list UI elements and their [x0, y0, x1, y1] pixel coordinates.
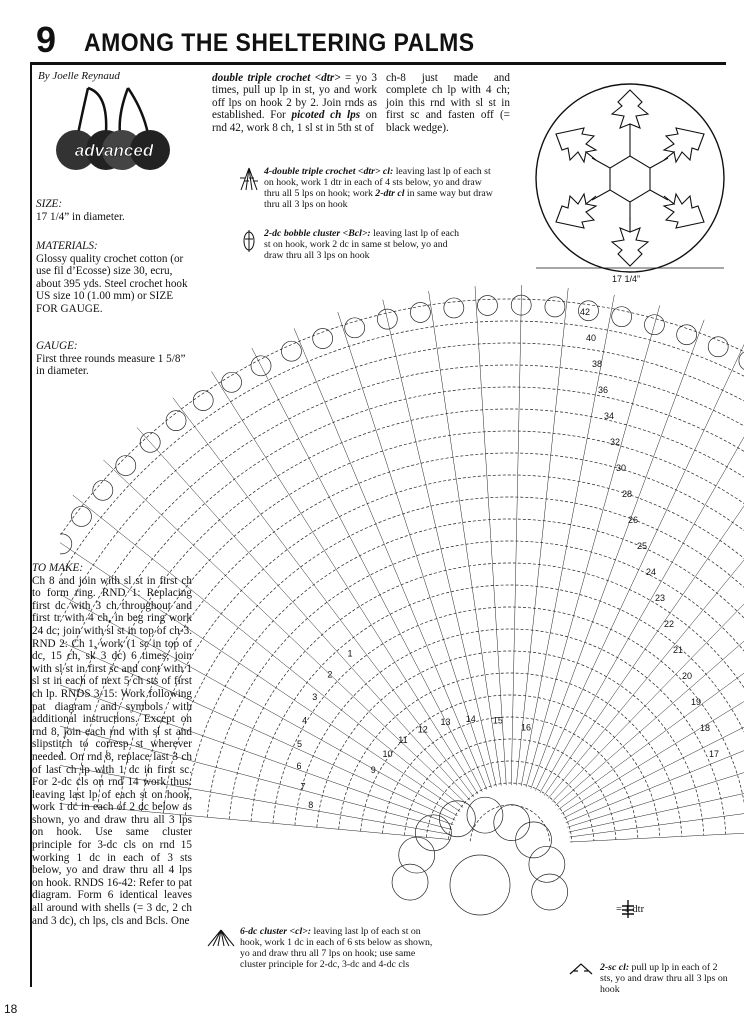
round-label: 38: [592, 359, 603, 369]
2-sc-cluster-symbol-icon: [568, 962, 594, 976]
dtr-text-2: on rnd 42, work 8 ch, 1 sl st in 5th st of: [212, 109, 377, 134]
size-section: [36, 198, 196, 223]
round-label: 10: [382, 749, 393, 760]
dtr-text-1: = yo 3 times, pull up lp in st, yo and work off lps on hook 2 by 2. Join rnds as established. For: [212, 72, 378, 122]
round-labels: [297, 307, 719, 810]
round-label: 20: [682, 671, 693, 681]
round-label: 25: [637, 541, 648, 551]
round-label: 42: [580, 307, 591, 317]
round-label: 16: [520, 722, 531, 733]
round-label: 21: [673, 645, 684, 655]
round-label: 18: [700, 723, 711, 733]
round-label: 11: [398, 735, 408, 746]
4-dtr-cluster-symbol-icon: [238, 166, 260, 192]
round-label: 24: [646, 567, 657, 577]
size-text: 17 1/4” in diameter.: [36, 210, 125, 223]
legend-bcl-term: 2-dc bobble cluster <Bcl>:: [264, 228, 371, 239]
pattern-title: AMONG THE SHELTERING PALMS: [84, 29, 475, 57]
round-label: 23: [655, 593, 666, 603]
to-make-heading: TO MAKE:: [32, 562, 84, 574]
round-label: 40: [586, 333, 597, 343]
pattern-number: 9: [36, 19, 57, 60]
legend-2dtr-text: in same way but draw thru all 3 lps on hook: [264, 188, 493, 210]
bobble-cluster-symbol-icon: [242, 228, 256, 254]
round-label: 36: [598, 385, 609, 395]
round-label: 28: [622, 489, 633, 499]
legend-4dtr-term: 4-double triple crochet <dtr> cl:: [264, 166, 394, 177]
round-label: 7: [300, 781, 306, 792]
legend-6dc-term: 6-dc cluster <cl>:: [240, 926, 312, 937]
diameter-label: 17 1/4”: [611, 274, 641, 284]
round-label: 4: [302, 715, 308, 726]
size-heading: SIZE:: [36, 198, 63, 210]
gauge-heading: GAUGE:: [36, 340, 78, 352]
legend-4dtr-text: leaving last lp of each st on hook, work 1 dtr in each of 4 sts below, yo and draw thru all 5 lps on hook; work: [264, 166, 491, 199]
round-label: 26: [628, 515, 639, 525]
legend-bcl-text: leaving last lp of each st on hook, work 2 dc in same st below, yo and draw thru all 3 lps on hook: [264, 228, 460, 261]
round-label: 8: [308, 799, 314, 810]
gauge-text: First three rounds measure 1 5/8” in diameter.: [36, 352, 186, 378]
dtr-key-text: = 1 dtr: [616, 904, 645, 915]
legend-6dc-text: leaving last lp of each st on hook, work 1 dc in each of 6 sts below as shown, yo and draw thru all 7 lps on hook; use same cluster principle for 2-dc, 3-dc and 4-dc cls: [240, 926, 433, 970]
folio-page-number: 18: [4, 1002, 18, 1016]
round-label: 9: [370, 765, 376, 776]
to-make-text: Ch 8 and join with sl st in first ch to form ring. RND 1: Replacing first dc with 3 ch throughout and first tr with 4 ch, in beg ring work 24 dc; join with sl st in top of ch-3. RND 2: Ch 1, work (1 sc in top of dc, 15 ch, sk 3 dc) 6 times; join with sl st in first sc and cont with 1 sl st in each of next 5 ch sts of first ch lp. RNDS 3-15: Work following pat diagram and symbols with additional instructions. Except on rnd 8, join each rnd with sl st and slipstitch to corresp st wherever needed. On rnd 8, replace last 3 ch of last ch lp with 1 dc in first sc. For 2-dc cls on rnd 14 work thus: leaving last lp of each st on hook, work 1 dc in each of 2 dc below as shown, yo and draw thru all 3 lps on hook. Use same cluster principle for 3-dc cls on rnd 15 working 1 dc in each of 3 sts below, yo and draw thru all 4 lps on hook. RNDS 16-42: Refer to pat diagram. Form 6 identical leaves all around with shells (= 3 dc, 2 ch and 3 dc), ch lps, cls and Bcls. One: [32, 574, 192, 927]
legend-bobble-cluster: [264, 228, 464, 261]
instructions-section: [32, 562, 192, 927]
round-label: 2: [327, 669, 333, 680]
6-dc-cluster-symbol-icon: [206, 928, 236, 948]
finished-doily-schematic: [530, 80, 730, 290]
materials-heading: MATERIALS:: [36, 240, 98, 252]
round-label: 5: [296, 738, 302, 749]
cherries-difficulty-badge: [48, 84, 178, 174]
legend-2dtr-term: 2-dtr cl: [375, 188, 405, 199]
legend-2sc-text: pull up lp in each of 2 sts, yo and draw thru all 3 lps on hook: [600, 962, 728, 995]
legend-2sc-term: 2-sc cl:: [600, 962, 630, 973]
round-label: 6: [296, 761, 302, 772]
legend-4dtr-cluster: [264, 166, 500, 210]
materials-text: Glossy quality crochet cotton (or use fil d’Ecosse) size 30, ecru, about 395 yds. Steel crochet hook US size 10 (1.00 mm) or SIZE FOR GAUGE.: [36, 252, 188, 315]
dtr-definition: [212, 72, 377, 134]
round-label: 13: [440, 716, 451, 727]
continuation-text: ch-8 just made and complete ch lp with 4 ch; join this rnd with sl st in first sc and fasten off (= black wedge).: [386, 72, 510, 134]
round-label: 34: [604, 411, 615, 421]
round-label: 15: [492, 715, 503, 726]
round-label: 32: [610, 437, 621, 447]
legend-2sc-cluster: [600, 962, 730, 995]
picoted-term: picoted ch lps: [291, 109, 361, 122]
round-label: 19: [691, 697, 702, 707]
round-label: 30: [616, 463, 627, 473]
round-label: 12: [417, 724, 428, 735]
round-label: 1: [347, 648, 353, 659]
round-label: 14: [465, 713, 476, 724]
dtr-term: double triple crochet <dtr>: [212, 72, 341, 84]
round-label: 3: [312, 692, 318, 703]
legend-6dc-cluster: [240, 926, 440, 970]
round-label: 22: [664, 619, 675, 629]
round-label: 17: [709, 749, 720, 759]
author-credit: By Joelle Reynaud: [38, 70, 120, 82]
difficulty-label: advanced: [74, 141, 154, 160]
page-header: [30, 19, 726, 65]
